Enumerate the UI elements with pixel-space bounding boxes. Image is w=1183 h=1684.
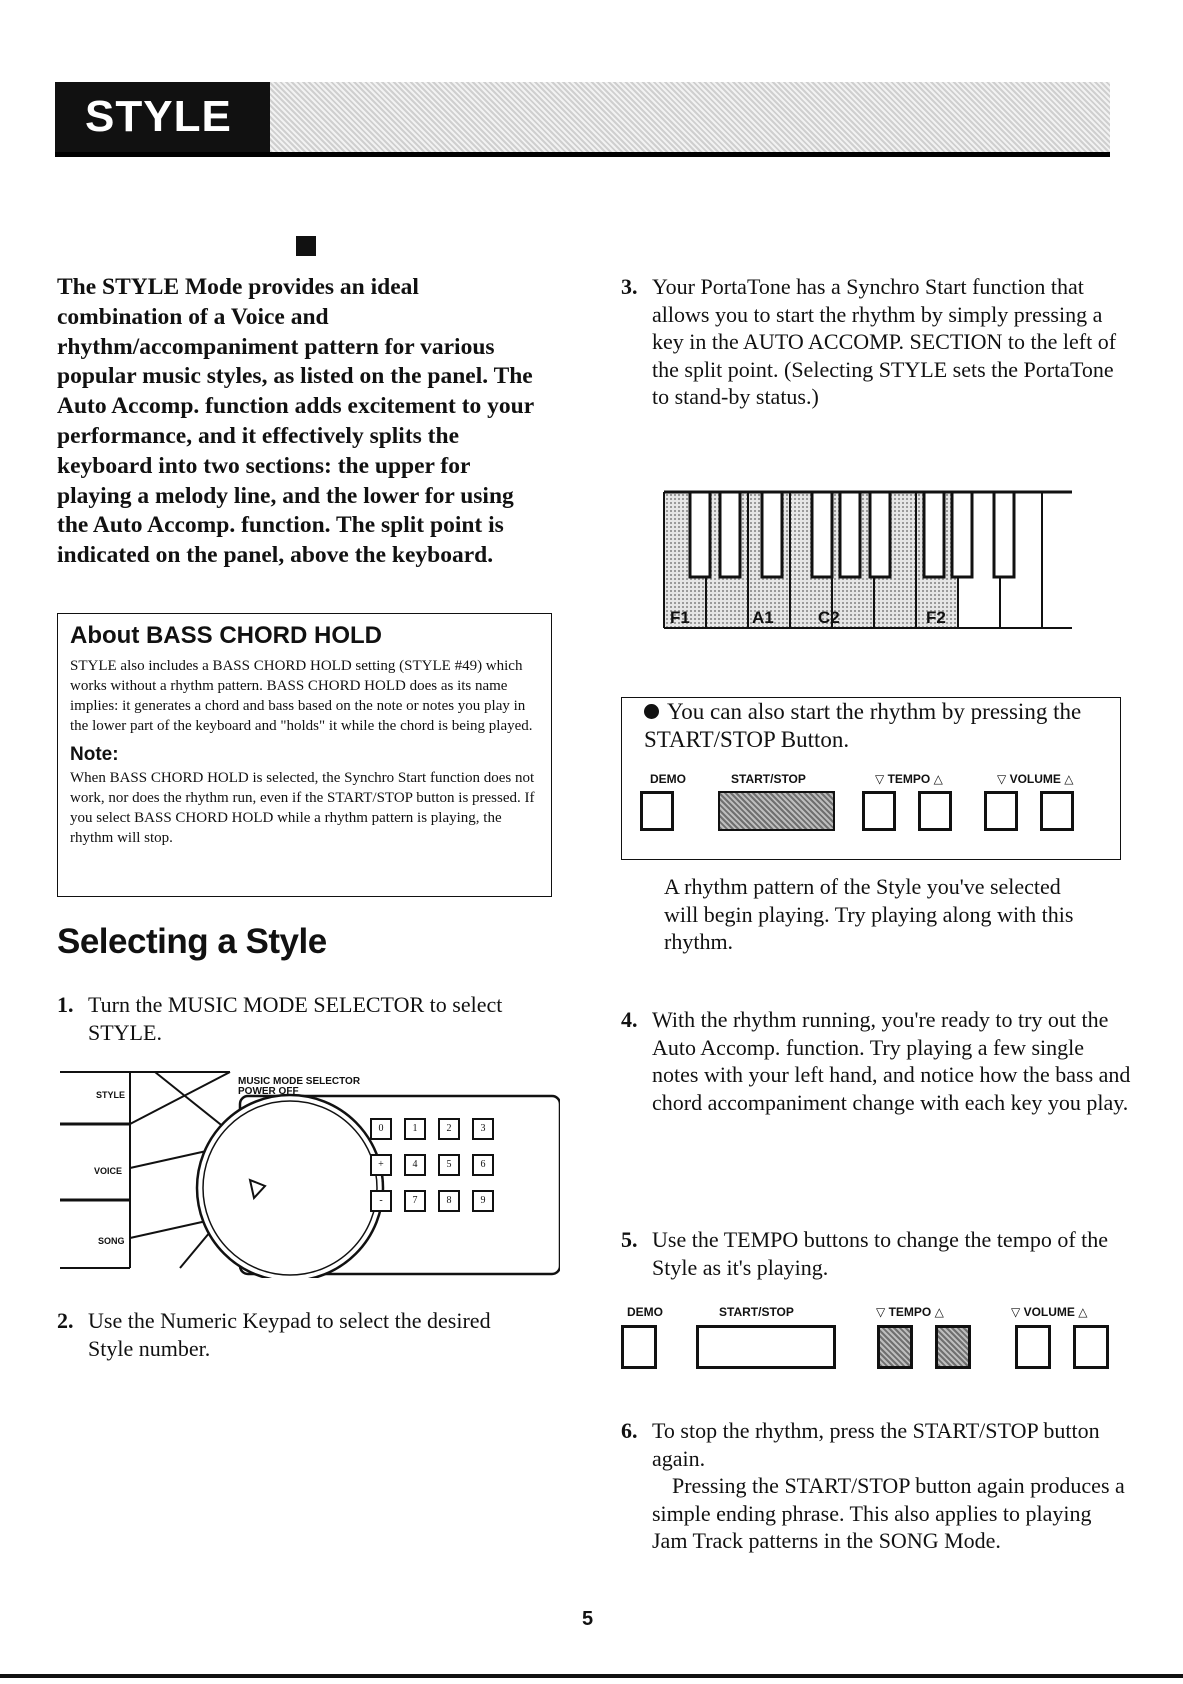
start-stop-tip-box (621, 697, 1121, 860)
bottom-rule (0, 1674, 1183, 1678)
keypad-button[interactable]: 9 (472, 1190, 494, 1212)
tempo-label: ▽ TEMPO △ (875, 772, 943, 786)
keypad-button[interactable]: 0 (370, 1118, 392, 1140)
volume-up-button[interactable] (1040, 791, 1074, 831)
key-label-f1: F1 (670, 608, 690, 627)
keypad-button[interactable]: 8 (438, 1190, 460, 1212)
step-number: 6. (621, 1418, 638, 1443)
step-number: 2. (57, 1308, 74, 1333)
start-stop-button[interactable] (696, 1325, 836, 1369)
tempo-up-button[interactable] (918, 791, 952, 831)
volume-up-button[interactable] (1073, 1325, 1109, 1369)
keypad-button[interactable]: 2 (438, 1118, 460, 1140)
step-6-extra: Pressing the START/STOP button again produces a simple ending phrase. This also applies to playing Jam Track patterns in the SONG Mode. (652, 1473, 1125, 1553)
rhythm-start-paragraph: A rhythm pattern of the Style you've selected will begin playing. Try playing along with this rhythm. (664, 874, 1074, 954)
keypad-button[interactable]: + (370, 1154, 392, 1176)
step-1 (57, 991, 537, 1046)
section-title: Selecting a Style (57, 922, 327, 961)
step-text: To stop the rhythm, press the START/STOP button again. (652, 1418, 1100, 1471)
bullet-icon (644, 704, 659, 719)
volume-down-button[interactable] (1015, 1325, 1051, 1369)
note-heading: Note: (70, 744, 119, 765)
keypad-button[interactable]: 1 (404, 1118, 426, 1140)
key-label-a1: A1 (752, 608, 774, 627)
mode-voice-label: VOICE (94, 1166, 123, 1176)
tempo-down-button[interactable] (862, 791, 896, 831)
selector-power-label: POWER OFF (238, 1086, 299, 1097)
demo-button[interactable] (621, 1325, 657, 1369)
selector-title: MUSIC MODE SELECTOR (238, 1076, 361, 1087)
demo-button[interactable] (640, 791, 674, 831)
note-body: When BASS CHORD HOLD is selected, the Synchro Start function does not work, nor does the rhythm run, even if the START/STOP button is pressed. If you select BASS CHORD HOLD while a rhythm pattern is playing, the rhythm will stop. (70, 770, 535, 846)
step-number: 4. (621, 1007, 638, 1032)
step-number: 1. (57, 992, 74, 1017)
mode-selector-diagram (60, 1068, 560, 1278)
step-number: 3. (621, 274, 638, 299)
start-stop-button[interactable] (718, 791, 835, 831)
startstop-label: START/STOP (719, 1305, 794, 1319)
mode-style-label: STYLE (96, 1090, 126, 1100)
step-text: Use the TEMPO buttons to change the tempo of the Style as it's playing. (652, 1227, 1109, 1280)
step-text: Use the Numeric Keypad to select the desired Style number. (88, 1308, 491, 1361)
tempo-panel (621, 1300, 1131, 1380)
header-banner (55, 82, 1110, 157)
step-text: With the rhythm running, you're ready to try out the Auto Accomp. function. Try playing a few single notes with your left hand, and notice how the bass and chord accompaniment change with each key you play. (652, 1007, 1131, 1115)
keypad-button[interactable]: 6 (472, 1154, 494, 1176)
keypad-button[interactable]: 7 (404, 1190, 426, 1212)
keypad-button[interactable]: 5 (438, 1154, 460, 1176)
step-5 (621, 1226, 1131, 1281)
step-6 (621, 1417, 1131, 1555)
keyboard-diagram (662, 478, 1122, 653)
numeric-keypad (370, 1118, 550, 1268)
volume-label: ▽ VOLUME △ (997, 772, 1074, 786)
intro-paragraph: The STYLE Mode provides an ideal combination of a Voice and rhythm/accompaniment pattern for various popular music styles, as listed on the panel. The Auto Accomp. function adds excitement to your performance, and it effectively splits the keyboard into two sections: the upper for playing a melody line, and the lower for using the Auto Accomp. function. The split point is indicated on the panel, above the keyboard. (57, 274, 534, 569)
step-number: 5. (621, 1227, 638, 1252)
keypad-button[interactable]: 3 (472, 1118, 494, 1140)
step-text: Turn the MUSIC MODE SELECTOR to select STYLE. (88, 992, 503, 1045)
about-body: STYLE also includes a BASS CHORD HOLD setting (STYLE #49) which works without a rhythm pattern. BASS CHORD HOLD does as its name implies: it generates a chord and bass based on the note or notes you play in the lower part of the keyboard and "holds" it while the chord is being played. (70, 658, 533, 734)
section-marker-icon (296, 236, 316, 256)
tempo-down-button[interactable] (877, 1325, 913, 1369)
keypad-button[interactable]: 4 (404, 1154, 426, 1176)
keyboard-drawing (662, 478, 1122, 653)
tempo-up-button[interactable] (935, 1325, 971, 1369)
step-3 (621, 273, 1121, 411)
tempo-label: ▽ TEMPO △ (876, 1305, 944, 1319)
startstop-label: START/STOP (731, 772, 806, 786)
about-heading: About BASS CHORD HOLD (70, 622, 382, 649)
demo-label: DEMO (650, 772, 686, 786)
about-bass-chord-hold-box (57, 613, 552, 897)
volume-label: ▽ VOLUME △ (1011, 1305, 1088, 1319)
step-2 (57, 1307, 527, 1362)
step-text: Your PortaTone has a Synchro Start function that allows you to start the rhythm by simply pressing a key in the AUTO ACCOMP. SECTION to the left of the split point. (Selecting STYLE sets the PortaTone to stand-by status.) (652, 274, 1117, 409)
step-4 (621, 1006, 1131, 1116)
key-label-f2: F2 (926, 608, 946, 627)
key-label-c2: C2 (818, 608, 840, 627)
demo-label: DEMO (627, 1305, 663, 1319)
mode-song-label: SONG (98, 1236, 125, 1246)
volume-down-button[interactable] (984, 791, 1018, 831)
tip-line (644, 698, 1104, 754)
tip-text: You can also start the rhythm by pressing the START/STOP Button. (644, 699, 1082, 752)
keypad-button[interactable]: - (370, 1190, 392, 1212)
page-number: 5 (582, 1608, 594, 1630)
page-title: STYLE (55, 82, 270, 152)
